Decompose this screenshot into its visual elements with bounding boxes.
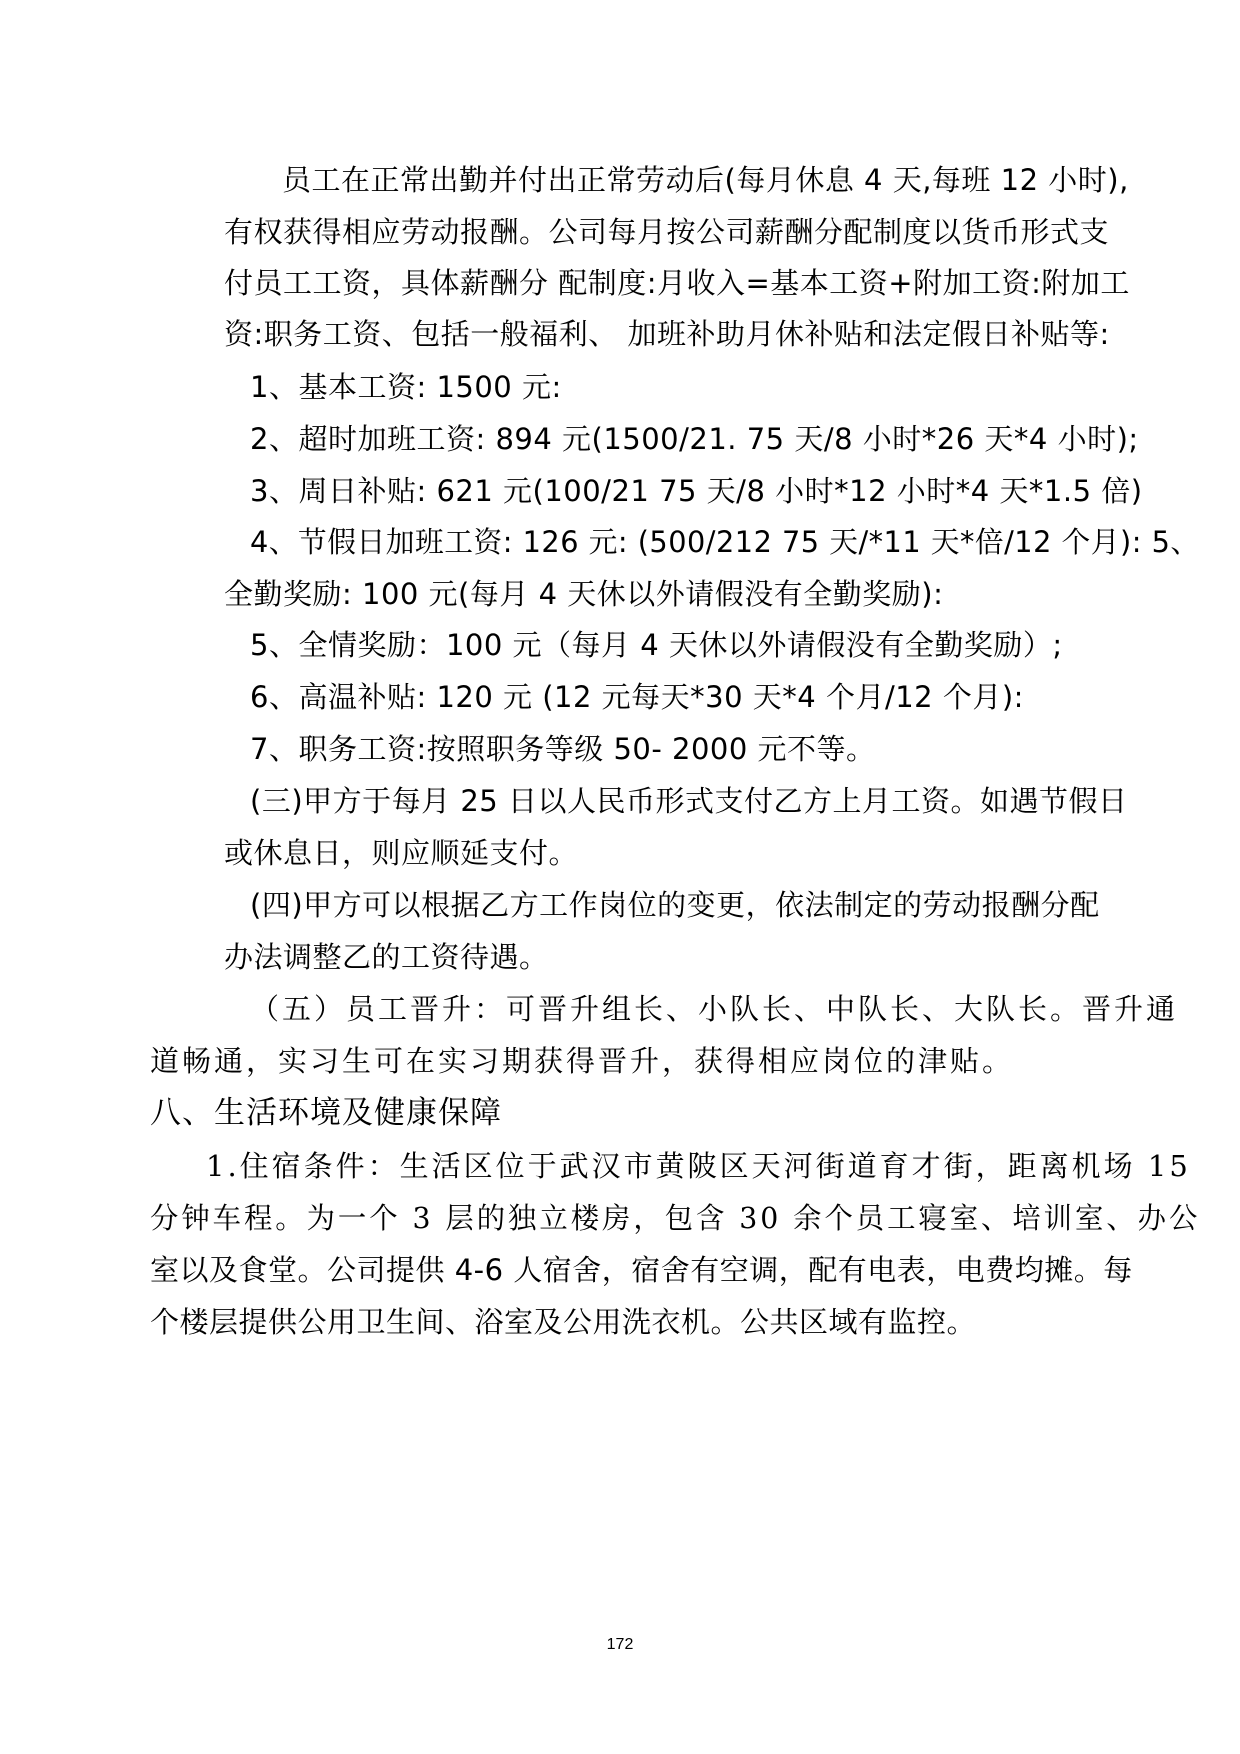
paragraph-payment-date-line-2: 或休息日，则应顺延支付。 — [224, 836, 579, 870]
paragraph-accommodation-line-1: 1.住宿条件：生活区位于武汉市黄陂区天河街道育才街，距离机场 15 — [206, 1149, 1191, 1183]
paragraph-salary-adjust-line-1: (四)甲方可以根据乙方工作岗位的变更，依法制定的劳动报酬分配 — [250, 888, 1100, 922]
salary-item-3: 3、周日补贴: 621 元(100/21 75 天/8 小时*12 小时*4 天*1.5 倍) — [250, 474, 1143, 508]
page-number: 172 — [606, 1636, 634, 1653]
paragraph-accommodation-line-2: 分钟车程。为一个 3 层的独立楼房，包含 30 余个员工寝室、培训室、办公 — [150, 1201, 1201, 1235]
paragraph-salary-intro-line-1: 员工在正常出勤并付出正常劳动后(每月休息 4 天,每班 12 小时), — [282, 163, 1129, 197]
paragraph-accommodation-line-4: 个楼层提供公用卫生间、浴室及公用洗衣机。公共区域有监控。 — [150, 1305, 977, 1339]
salary-item-2: 2、超时加班工资: 894 元(1500/21. 75 天/8 小时*26 天*4 小时); — [250, 422, 1139, 456]
salary-item-6: 6、高温补贴: 120 元 (12 元每天*30 天*4 个月/12 个月): — [250, 680, 1024, 714]
paragraph-payment-date-line-1: (三)甲方于每月 25 日以人民币形式支付乙方上月工资。如遇节假日 — [250, 784, 1128, 818]
salary-item-7: 7、职务工资:按照职务等级 50- 2000 元不等。 — [250, 732, 876, 766]
paragraph-salary-intro-line-3: 付员工工资，具体薪酬分 配制度:月收入=基本工资+附加工资:附加工 — [224, 266, 1130, 300]
paragraph-promotion-line-2: 道畅通，实习生可在实习期获得晋升，获得相应岗位的津贴。 — [150, 1044, 1015, 1078]
salary-item-4: 4、节假日加班工资: 126 元: (500/212 75 天/*11 天*倍/12 个月): 5、 — [250, 525, 1200, 559]
salary-item-4-continued: 全勤奖励: 100 元(每月 4 天休以外请假没有全勤奖励): — [224, 577, 944, 611]
paragraph-promotion-line-1: （五）员工晋升：可晋升组长、小队长、中队长、大队长。晋升通 — [250, 992, 1179, 1026]
salary-item-1: 1、基本工资: 1500 元: — [250, 370, 562, 404]
paragraph-salary-intro-line-4: 资:职务工资、包括一般福利、 加班补助月休补贴和法定假日补贴等: — [224, 317, 1110, 351]
paragraph-accommodation-line-3: 室以及食堂。公司提供 4-6 人宿舍，宿舍有空调，配有电表，电费均摊。每 — [150, 1253, 1133, 1287]
section-heading: 八、生活环境及健康保障 — [150, 1095, 502, 1131]
salary-item-5: 5、全情奖励：100 元（每月 4 天休以外请假没有全勤奖励）; — [250, 628, 1063, 662]
paragraph-salary-adjust-line-2: 办法调整乙的工资待遇。 — [224, 940, 549, 974]
paragraph-salary-intro-line-2: 有权获得相应劳动报酬。公司每月按公司薪酬分配制度以货币形式支 — [224, 215, 1110, 249]
